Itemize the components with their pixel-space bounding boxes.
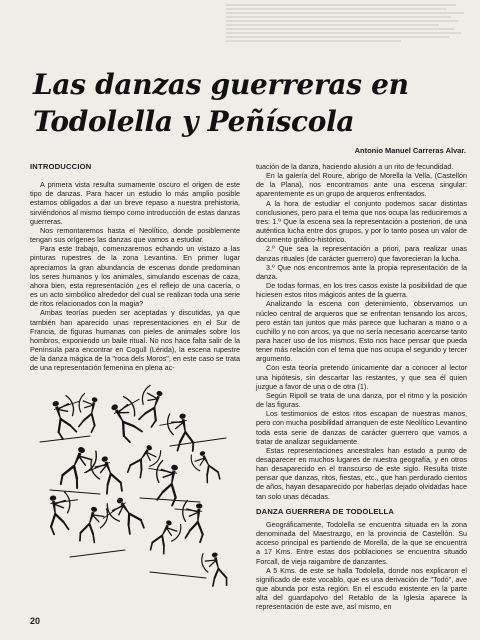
body-paragraph: Según Ripoll se trata de una danza, por el ritmo y la posición de las figuras. bbox=[256, 390, 467, 410]
archer-figure bbox=[97, 493, 145, 544]
body-paragraph: Con esta teoría pretendo únicamente dar a conocer al lector una hipótesis, sin descartar las restantes, y que sea él quien juzgue a favor de una o de otra (1). bbox=[256, 363, 467, 391]
archer-figure bbox=[48, 392, 89, 440]
rock-art-archers-icon bbox=[30, 372, 240, 602]
arrow-stroke bbox=[140, 498, 200, 502]
arrow-stroke bbox=[170, 438, 226, 446]
arrow-stroke bbox=[70, 550, 125, 557]
archer-figure bbox=[134, 384, 167, 428]
body-paragraph: En la galería del Roure, abrigo de Morella la Vella, (Castellón de la Plana), nos encontramos ante una escena singular: aparentemente es un grupo de arqueros enfrentados. bbox=[256, 171, 467, 199]
arrow-stroke bbox=[40, 436, 90, 442]
archer-figure bbox=[149, 516, 184, 558]
body-paragraph: Geográficamente, Todolella se encuentra situada en la zona denominada del Maestrazgo, en la provincia de Castellón. Su acceso principal es partiendo de Morella, de la que se encuentra a 17 Kms. Entre estas dos poblaciones se encuentra situado Forcall, de vieja raigambre de danzantes. bbox=[256, 519, 467, 566]
archer-figure bbox=[200, 549, 229, 590]
body-paragraph: Analizando la escena con detenimiento, observamos un núcleo central de arqueros que se enfrentan tensando los arcos, pero están tan juntos que más parece que lucharan a mano o a cuchillo y no con arcos, ya que no sería necesario acercarse tanto para hacer uso de los mismos. Esto nos hace pensar que pueda tener más relación con el tema que nos ocupa el segundo y tercer argumento. bbox=[256, 299, 467, 364]
archer-figure bbox=[107, 390, 156, 443]
archer-figure bbox=[46, 490, 81, 535]
section-heading-danza-todolella: DANZA GUERRERA DE TODOLELLA bbox=[256, 506, 395, 516]
body-paragraph: De todas formas, en los tres casos existe la posibilidad de que hiciesen estos ritos mágicos antes de la guerra. bbox=[256, 281, 467, 300]
body-paragraph: tuación de la danza, haciendo alusión a un rito de fecundidad. bbox=[256, 162, 454, 171]
body-paragraph: Ambas teorías pueden ser aceptadas y discutidas, ya que también han aparecido unas representaciones en el Sur de Francia, de figuras humanas con pieles de animales sobre los hombros, exponiendo un baile ritual. No nos hace falta salir de la Península para encontrar en Cogull (Lérida), la escena rupestre de la danza mágica de la "roca dels Moros", en este caso se trata de una representación femenina en plena ac- bbox=[30, 308, 240, 373]
archer-figure bbox=[74, 392, 101, 432]
article-author: Antonio Manuel Carreras Alvar. bbox=[354, 146, 466, 155]
archer-figure bbox=[126, 441, 163, 483]
bleed-through-text bbox=[226, 2, 476, 58]
section-heading-introduccion: INTRODUCCION bbox=[30, 162, 92, 171]
rock-art-archers-illustration bbox=[30, 372, 240, 602]
body-paragraph: A 5 Kms. de este se halla Todolella, donde nos explicaron el significado de este vocablo, que es una derivación de "Todó", ave que abunda por esta región. En el escudo existente en la parte alta del guardapolvo del Retablo de la Iglesia aparece la representación de este ave, así mismo, en bbox=[256, 565, 467, 612]
archer-figure bbox=[81, 452, 124, 501]
arrow-stroke bbox=[50, 490, 100, 494]
archer-figure bbox=[158, 410, 195, 456]
body-paragraph: A la hora de estudiar el conjunto podemos sacar distintas conclusiones, pero para el tema que nos ocupa las reduciremos a tres: 1.º Que la escena sea la representación a posteriori, de una auténtica lucha entre dos grupos, y por lo tanto posea un valor de documento gráfico-histórico. bbox=[256, 198, 467, 245]
body-paragraph: 3.º Que nos encontremos ante la propia representación de la danza. bbox=[256, 262, 467, 281]
body-paragraph: A primera vista resulta sumamente oscuro el origen de este tipo de danzas. Para hacer un estudio lo más amplio posible estamos obligados a dar un breve repaso a nuestra prehistoria, sirviéndonos al mismo tiempo como introducción de estas danzas guerreras. bbox=[30, 180, 240, 226]
left-column bbox=[30, 162, 240, 372]
body-paragraph: Los testimonios de estos ritos escapan de nuestras manos, pero con mucha posibilidad arranquen de este Neolítico Levantino toda esta serie de danzas de carácter guerrero que vamos a tratar de analizar seguidamente. bbox=[256, 409, 467, 446]
page-number: 20 bbox=[30, 616, 41, 626]
right-column bbox=[256, 162, 467, 612]
arrow-stroke bbox=[150, 572, 206, 578]
body-paragraph: Nos remontaremos hasta el Neolítico, donde posiblemente tengan sus orígenes las danzas que vamos a estudiar. bbox=[30, 225, 240, 245]
archer-figure bbox=[172, 499, 205, 542]
archer-figure bbox=[78, 503, 110, 547]
body-paragraph: Para este trabajo, comenzaremos echando un vistazo a las pinturas rupestres de la zona Levantina. En primer lugar apreciamos la gran abundancia de escenas donde predominan los seres humanos y los animales, simulando escenas de caza, ahora bien, esta representación ¿es el reflejo de una cacería, o es un acto simbólico alrededor del cual se realizan toda una serie de ritos relacionados con la magia? bbox=[30, 244, 240, 309]
archer-figure bbox=[188, 447, 221, 487]
body-paragraph: Estas representaciones ancestrales han estado a punto de desaparecer en muchos lugares de nuestra geografía, y en otros han desaparecido en el transcurso de este siglo. Resulta triste pensar que danzas, ritos, fiestas, etc., que han perdurado cientos de años, hayan desaparecido por haberlas dejado olvidadas hace tan solo unas décadas. bbox=[256, 445, 467, 501]
archer-figure bbox=[59, 442, 100, 493]
article-title: Las danzas guerreras en Todolella y Peñíscola bbox=[33, 68, 409, 138]
body-paragraph: 2.º Que sea la representación a priori, para realizar unas danzas rituales (de carácter guerrero) que favorecieran la lucha. bbox=[256, 244, 467, 263]
